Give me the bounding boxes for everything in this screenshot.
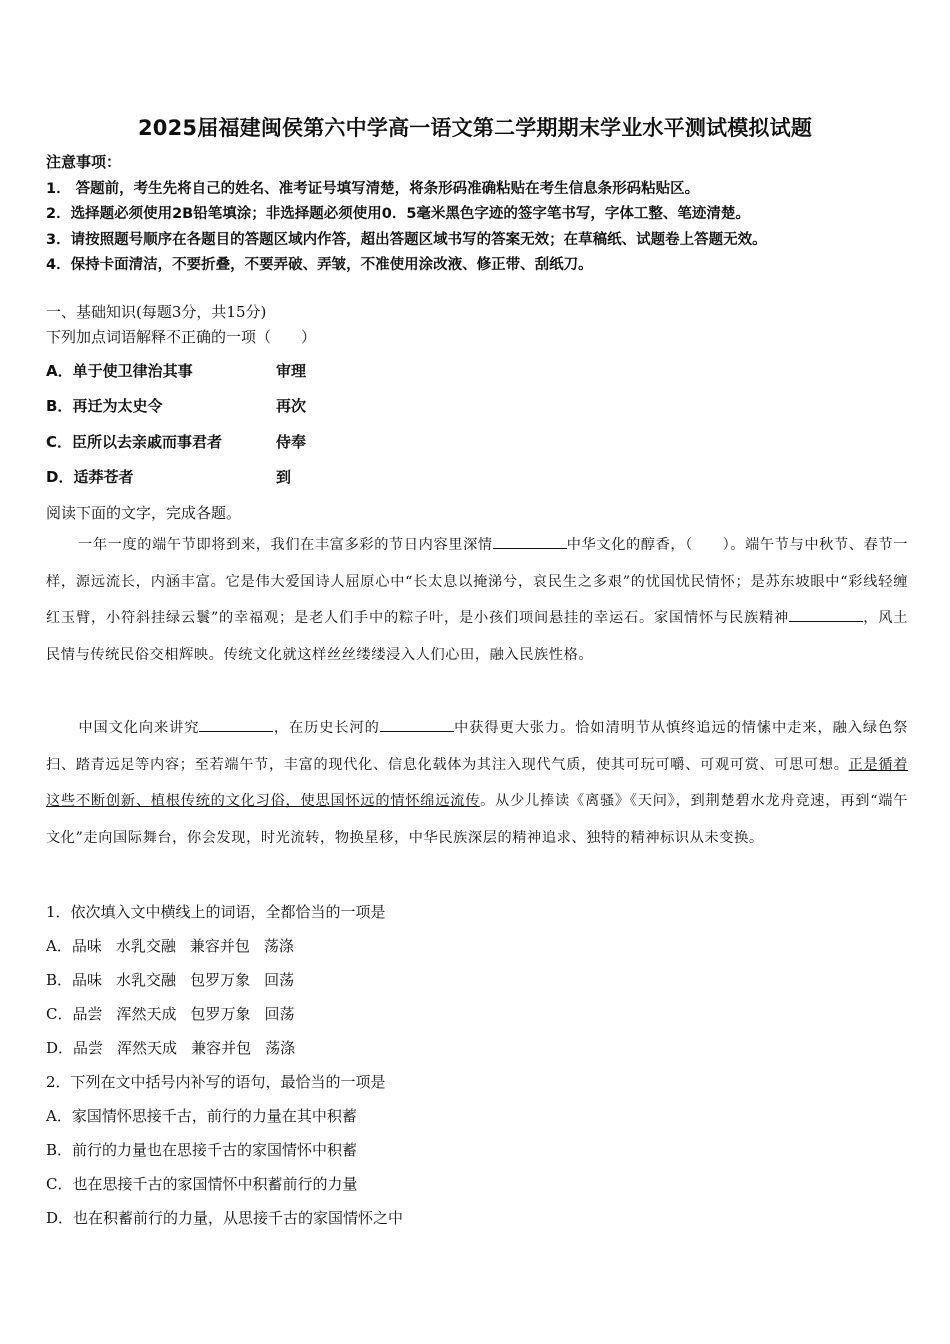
option-d[interactable] [46, 466, 292, 487]
q1-option-c[interactable] [46, 1003, 309, 1024]
option-c[interactable] [46, 431, 307, 452]
option-letter: B． [46, 397, 73, 415]
q1-option-a[interactable] [46, 935, 308, 956]
option-letter: B． [46, 971, 73, 989]
option-meaning: 侍奉 [276, 433, 307, 451]
option-word: 包罗万象 [190, 971, 251, 989]
option-a[interactable] [46, 360, 307, 381]
notice-item: 3．请按照题号顺序在各题目的答题区域内作答，超出答题区域书写的答案无效；在草稿纸、试题卷上答题无效。 [46, 232, 767, 248]
notice-heading: 注意事项： [46, 153, 122, 171]
option-b[interactable] [46, 395, 307, 416]
option-word: 浑然天成 [116, 1005, 177, 1023]
option-letter: A． [46, 1107, 72, 1125]
question-2-stem: 2．下列在文中括号内补写的语句，最恰当的一项是 [46, 1073, 386, 1091]
reading-instruction: 阅读下面的文字，完成各题。 [46, 504, 242, 522]
option-letter: C． [46, 1005, 73, 1023]
fill-blank [380, 717, 454, 732]
q1-option-b[interactable] [46, 969, 308, 990]
option-word: 兼容并包 [189, 937, 250, 955]
notice-item: 2．选择题必须使用2B铅笔填涂；非选择题必须使用0．5毫米黑色字迹的签字笔书写，字体工整、笔迹清楚。 [46, 206, 750, 222]
option-word: 荡涤 [265, 1039, 296, 1057]
option-word: 水乳交融 [115, 937, 176, 955]
option-word: 品尝 [72, 1005, 103, 1023]
option-letter: D． [46, 468, 74, 486]
option-word: 兼容并包 [191, 1039, 252, 1057]
option-word: 品味 [71, 937, 102, 955]
notice-item: 4．保持卡面清洁，不要折叠，不要弄破、弄皱，不准使用涂改液、修正带、刮纸刀。 [46, 257, 593, 273]
option-letter: B． [46, 1141, 73, 1159]
underlined-sentence: 正是循着这些不断创新、植根传统的文化习俗，使思国怀远的情怀绵远流传 [46, 756, 909, 810]
option-word: 水乳交融 [116, 971, 177, 989]
option-text: 也在思接千古的家国情怀中积蓄前行的力量 [72, 1175, 358, 1193]
option-phrase: 单于使卫律治其事 [72, 362, 193, 380]
para-text: 一年一度的端午节即将到来，我们在丰富多彩的节日内容里深情 [78, 537, 493, 553]
option-word: 回荡 [264, 971, 295, 989]
section-heading: 一、基础知识(每题3分，共15分) [46, 303, 267, 321]
option-meaning: 再次 [276, 397, 307, 415]
option-word: 品尝 [73, 1039, 104, 1057]
option-letter: D． [46, 1209, 74, 1227]
option-word: 品味 [72, 971, 103, 989]
para-text: 。从少儿捧读《离骚》《天问》，到荆楚碧水龙舟竞速，再到“端午文化”走向国际舞台，你会发现，时光流转，物换星移，中华民族深层的精神追求、独特的精神标识从未变换。 [46, 793, 908, 846]
option-letter: A． [46, 937, 72, 955]
fill-blank [199, 717, 273, 732]
q2-option-d[interactable] [46, 1207, 417, 1228]
option-text: 家国情怀思接千古，前行的力量在其中积蓄 [71, 1107, 357, 1125]
para-text: 中华文化的醇香，（ ）。端午节与中秋节、春节一样，源远流长，内涵丰富。它是伟大爱国诗人屈原心中“长太息以掩涕兮，哀民生之多艰”的忧国忧民情怀；是苏东坡眼中“彩线轻缠红玉臂，小符斜挂绿云鬟”的幸福观；是老人们手中的粽子叶，是小孩们项间悬挂的幸运石。家国情怀与民族精神 [46, 537, 908, 627]
notice-item: 1． 答题前，考生先将自己的姓名、准考证号填写清楚，将条形码准确粘贴在考生信息条形码粘贴区。 [46, 181, 700, 197]
para-text: 中国文化向来讲究 [78, 720, 200, 736]
para-text: ，风土民情与传统民俗交相辉映。传统文化就这样丝丝缕缕浸入人们心田，融入民族性格。 [46, 610, 908, 663]
option-phrase: 适莽苍者 [73, 468, 134, 486]
option-letter: C． [46, 433, 73, 451]
para-text: 中获得更大张力。恰如清明节从慎终追远的情愫中走来，融入绿色祭扫、踏青远足等内容；至若端午节，丰富的现代化、信息化载体为其注入现代气质，使其可玩可嚼、可观可赏、可思可想。 [46, 720, 908, 773]
option-word: 回荡 [264, 1005, 295, 1023]
option-letter: D． [46, 1039, 74, 1057]
reading-paragraph-2 [46, 710, 908, 856]
option-word: 荡涤 [263, 937, 294, 955]
fill-blank [493, 534, 567, 549]
option-phrase: 再迁为太史令 [72, 397, 163, 415]
option-meaning: 审理 [276, 362, 307, 380]
q2-option-a[interactable] [46, 1105, 371, 1126]
fill-blank [789, 607, 863, 622]
option-letter: A． [46, 362, 73, 380]
option-text: 前行的力量也在思接千古的家国情怀中积蓄 [72, 1141, 358, 1159]
question-stem: 下列加点词语解释不正确的一项（ ） [46, 328, 317, 346]
para-text: ，在历史长河的 [273, 720, 380, 736]
option-word: 包罗万象 [190, 1005, 251, 1023]
option-text: 也在积蓄前行的力量，从思接千古的家国情怀之中 [73, 1209, 404, 1227]
page-title: 2025届福建闽侯第六中学高一语文第二学期期末学业水平测试模拟试题 [137, 116, 813, 140]
option-phrase: 臣所以去亲戚而事君者 [72, 433, 223, 451]
q2-option-b[interactable] [46, 1139, 371, 1160]
option-meaning: 到 [276, 468, 292, 486]
q1-option-d[interactable] [46, 1037, 309, 1058]
reading-paragraph-1 [46, 527, 908, 673]
option-letter: C． [46, 1175, 73, 1193]
q2-option-c[interactable] [46, 1173, 372, 1194]
option-word: 浑然天成 [117, 1039, 178, 1057]
question-1-stem: 1．依次填入文中横线上的词语，全都恰当的一项是 [46, 903, 386, 921]
